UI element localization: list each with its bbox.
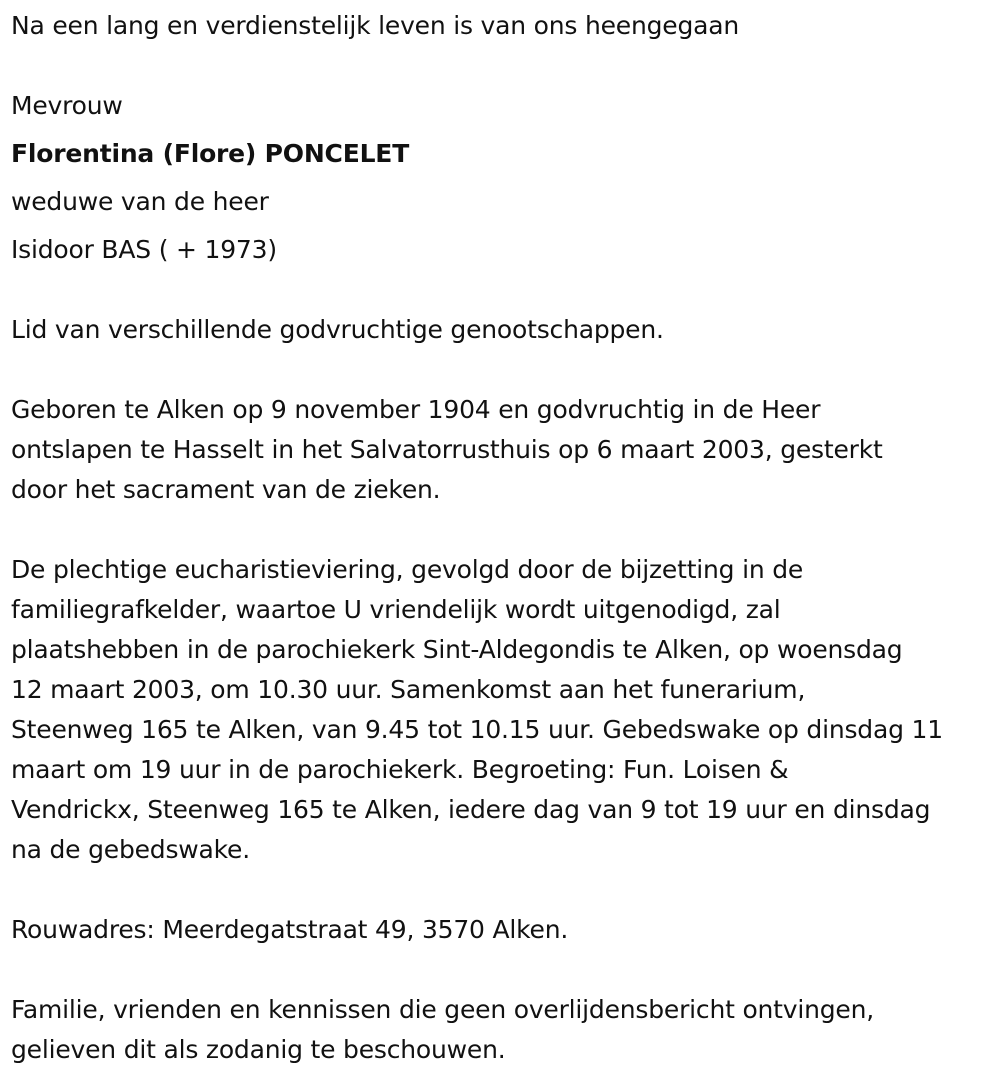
widow-of-text: weduwe van de heer (11, 187, 269, 216)
ceremony-paragraph (11, 550, 991, 870)
membership-text: Lid van verschillende godvruchtige genootschappen. (11, 315, 664, 344)
paragraph-line: maart om 19 uur in de parochiekerk. Begroeting: Fun. Loisen & (11, 755, 789, 784)
paragraph-line: Geboren te Alken op 9 november 1904 en godvruchtig in de Heer (11, 395, 821, 424)
paragraph-line: gelieven dit als zodanig te beschouwen. (11, 1035, 506, 1064)
paragraph-line: Familie, vrienden en kennissen die geen overlijdensbericht ontvingen, (11, 995, 875, 1024)
paragraph-line: familiegrafkelder, waartoe U vriendelijk wordt uitgenodigd, zal (11, 595, 781, 624)
spouse-name: Isidoor BAS ( + 1973) (11, 235, 277, 264)
paragraph-line: plaatshebben in de parochiekerk Sint-Aldegondis te Alken, op woensdag (11, 635, 903, 664)
paragraph-line: Vendrickx, Steenweg 165 te Alken, iedere dag van 9 tot 19 uur en dinsdag (11, 795, 931, 824)
paragraph-line: Steenweg 165 te Alken, van 9.45 tot 10.15 uur. Gebedswake op dinsdag 11 (11, 715, 943, 744)
intro-text: Na een lang en verdienstelijk leven is van ons heengegaan (11, 11, 740, 40)
birth-death-paragraph (11, 390, 991, 510)
deceased-name: Florentina (Flore) PONCELET (11, 139, 410, 168)
paragraph-line: 12 maart 2003, om 10.30 uur. Samenkomst aan het funerarium, (11, 675, 806, 704)
paragraph-line: ontslapen te Hasselt in het Salvatorrusthuis op 6 maart 2003, gesterkt (11, 435, 883, 464)
closing-paragraph (11, 990, 991, 1070)
paragraph-line: De plechtige eucharistieviering, gevolgd door de bijzetting in de (11, 555, 804, 584)
paragraph-line: na de gebedswake. (11, 835, 250, 864)
mourning-address: Rouwadres: Meerdegatstraat 49, 3570 Alken. (11, 915, 569, 944)
paragraph-line: door het sacrament van de zieken. (11, 475, 441, 504)
honorific: Mevrouw (11, 91, 123, 120)
